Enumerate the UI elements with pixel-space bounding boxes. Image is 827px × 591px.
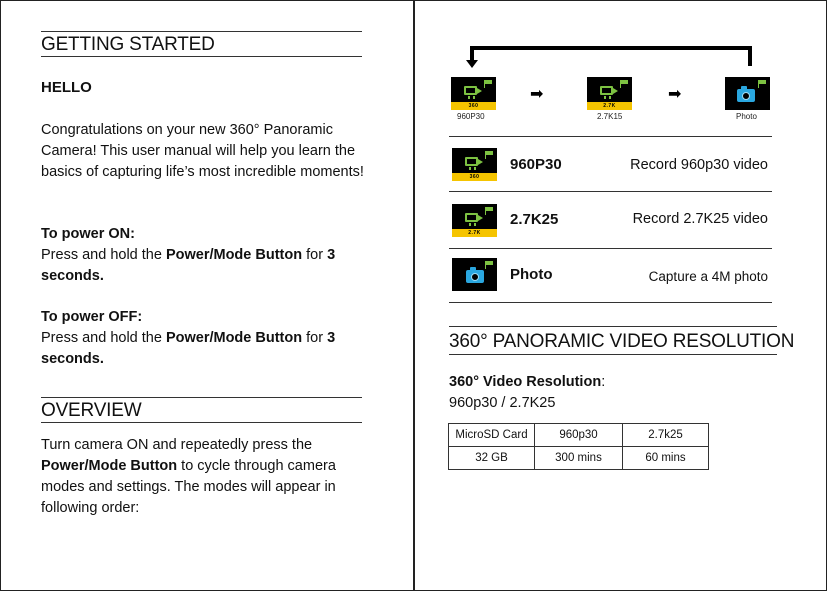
power-on-label: To power ON: (41, 226, 135, 242)
mode-icon-2-7k25 (452, 204, 497, 237)
cycle-caption-960p30: 960P30 (457, 112, 485, 121)
rule (41, 31, 362, 32)
mode-desc-2-7k25: Record 2.7K25 video (632, 211, 768, 227)
mode-icon-2-7k15 (587, 77, 632, 110)
page-divider (413, 0, 415, 591)
mode-icon-photo (725, 77, 770, 110)
rule (41, 56, 362, 57)
video-camera-icon (600, 86, 613, 95)
table-cell: 300 mins (535, 447, 623, 470)
flag-icon (486, 207, 493, 211)
rule (449, 136, 772, 137)
table-header-cell: 2.7k25 (623, 424, 709, 447)
table-header-cell: MicroSD Card (449, 424, 535, 447)
table-cell: 32 GB (449, 447, 535, 470)
flag-icon (485, 80, 492, 84)
mode-icon-960p30 (452, 148, 497, 181)
rule (41, 397, 362, 398)
power-off-label: To power OFF: (41, 309, 143, 325)
mode-title-960p30: 960P30 (510, 156, 562, 173)
cycle-return-arrow (460, 42, 760, 72)
resolution-heading: 360° PANORAMIC VIDEO RESOLUTION (449, 331, 795, 352)
mode-strip: 360 (451, 102, 496, 110)
rule (449, 248, 772, 249)
mode-title-photo: Photo (510, 266, 553, 283)
power-on-instructions: Press and hold the Power/Mode Button for 3 seconds. (41, 247, 336, 284)
rule (449, 191, 772, 192)
flag-icon (759, 80, 766, 84)
power-off-instructions: Press and hold the Power/Mode Button for 3 seconds. (41, 330, 336, 367)
resolution-values: 960p30 / 2.7K25 (449, 395, 556, 411)
video-camera-icon (465, 213, 478, 222)
flag-icon (621, 80, 628, 84)
flag-icon (486, 151, 493, 155)
table-row (449, 424, 709, 447)
cycle-caption-photo: Photo (736, 112, 757, 121)
mode-desc-960p30: Record 960p30 video (630, 157, 768, 173)
mode-title-2-7k25: 2.7K25 (510, 211, 559, 228)
mode-strip: 2.7K (587, 102, 632, 110)
resolution-table (448, 423, 709, 470)
table-header-cell: 960p30 (535, 424, 623, 447)
video-camera-icon (465, 157, 478, 166)
overview-paragraph: Turn camera ON and repeatedly press the Power/Mode Button to cycle through camera modes and settings. The modes will appear in following order: (41, 437, 336, 516)
mode-icon-960p30 (451, 77, 496, 110)
mode-desc-photo: Capture a 4M photo (648, 269, 768, 284)
rule (41, 422, 362, 423)
mode-icon-photo (452, 258, 497, 291)
table-cell: 60 mins (623, 447, 709, 470)
photo-camera-icon (466, 270, 484, 283)
getting-started-heading: GETTING STARTED (41, 34, 215, 55)
photo-camera-icon (737, 89, 755, 102)
rule (449, 326, 777, 327)
cycle-caption-2-7k15: 2.7K15 (597, 112, 623, 121)
rule (449, 302, 772, 303)
mode-strip: 360 (452, 173, 497, 181)
arrow-right-icon: ➡ (668, 86, 682, 103)
arrow-right-icon: ➡ (530, 86, 544, 103)
flag-icon (486, 261, 493, 265)
hello-heading: HELLO (41, 79, 92, 96)
overview-heading: OVERVIEW (41, 400, 142, 421)
intro-paragraph: Congratulations on your new 360° Panoramic Camera! This user manual will help you learn the basics of capturing life’s most incredible moments! (41, 122, 364, 180)
resolution-label: 360° Video Resolution: (449, 374, 606, 390)
video-camera-icon (464, 86, 477, 95)
table-row (449, 447, 709, 470)
rule (449, 354, 777, 355)
mode-strip: 2.7K (452, 229, 497, 237)
